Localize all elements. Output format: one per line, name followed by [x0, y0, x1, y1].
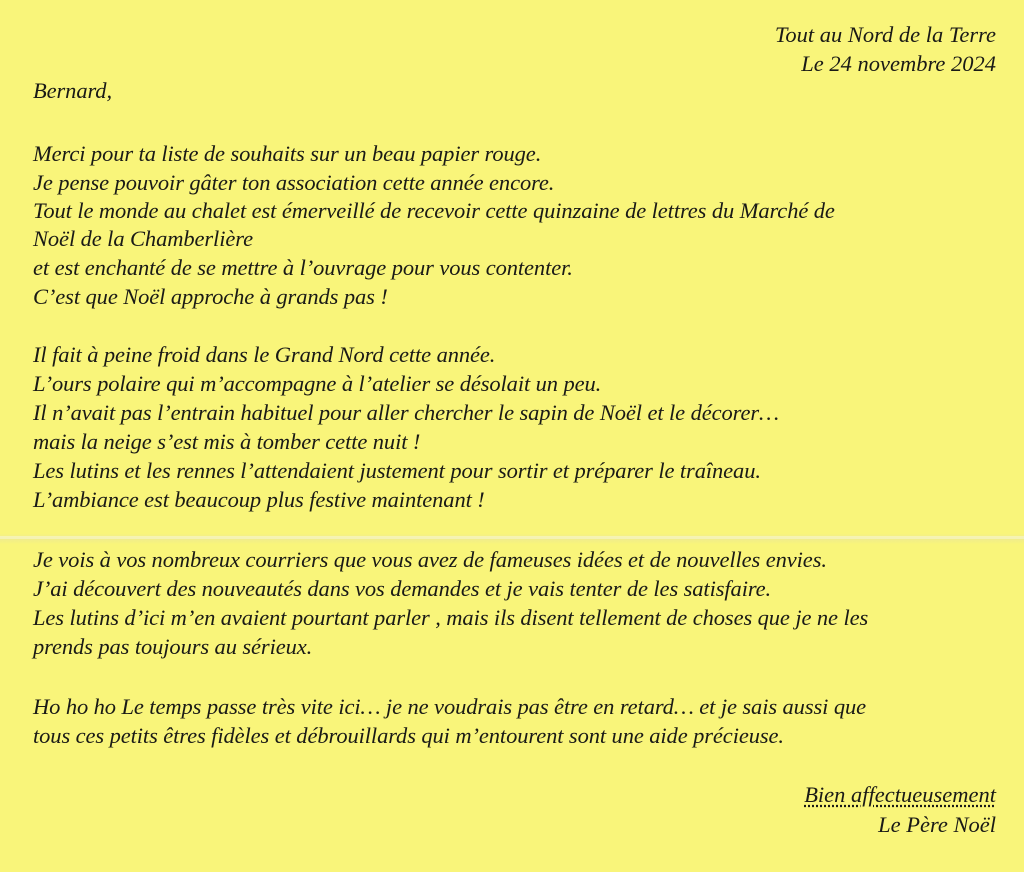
letter-line: Les lutins d’ici m’en avaient pourtant parler , mais ils disent tellement de choses que je ne les: [33, 605, 869, 630]
closing-signoff: Bien affectueusement: [804, 782, 996, 807]
letter-line: Ho ho ho Le temps passe très vite ici… je ne voudrais pas être en retard… et je sais aussi que: [33, 694, 866, 719]
letter-line: et est enchanté de se mettre à l’ouvrage pour vous contenter.: [33, 255, 573, 280]
salutation: Bernard,: [33, 78, 112, 103]
letter-line: Noël de la Chamberlière: [33, 226, 253, 251]
letter-line: C’est que Noël approche à grands pas !: [33, 284, 388, 309]
paper-fold-line: [0, 536, 1024, 539]
letter-line: mais la neige s’est mis à tomber cette nuit !: [33, 429, 421, 454]
letter-line: Tout le monde au chalet est émerveillé de recevoir cette quinzaine de lettres du Marché de: [33, 198, 835, 223]
letter-line: L’ambiance est beaucoup plus festive maintenant !: [33, 487, 485, 512]
letter-line: Je vois à vos nombreux courriers que vous avez de fameuses idées et de nouvelles envies.: [33, 547, 827, 572]
closing-block: [804, 780, 996, 840]
letter-line: Je pense pouvoir gâter ton association cette année encore.: [33, 170, 555, 195]
letter-line: Il n’avait pas l’entrain habituel pour aller chercher le sapin de Noël et le décorer…: [33, 400, 779, 425]
header-place: Tout au Nord de la Terre: [774, 22, 996, 47]
letter-line: prends pas toujours au sérieux.: [33, 634, 313, 659]
letter-line: J’ai découvert des nouveautés dans vos demandes et je vais tenter de les satisfaire.: [33, 576, 772, 601]
header-date: Le 24 novembre 2024: [801, 51, 996, 76]
letter-line: tous ces petits êtres fidèles et débrouillards qui m’entourent sont une aide précieuse.: [33, 723, 784, 748]
letter-header: [775, 20, 996, 78]
letter-line: Merci pour ta liste de souhaits sur un beau papier rouge.: [33, 141, 542, 166]
closing-signature: Le Père Noël: [878, 812, 996, 837]
letter-line: Il fait à peine froid dans le Grand Nord cette année.: [33, 342, 496, 367]
letter-line: Les lutins et les rennes l’attendaient justement pour sortir et préparer le traîneau.: [33, 458, 761, 483]
letter-line: L’ours polaire qui m’accompagne à l’atelier se désolait un peu.: [33, 371, 602, 396]
